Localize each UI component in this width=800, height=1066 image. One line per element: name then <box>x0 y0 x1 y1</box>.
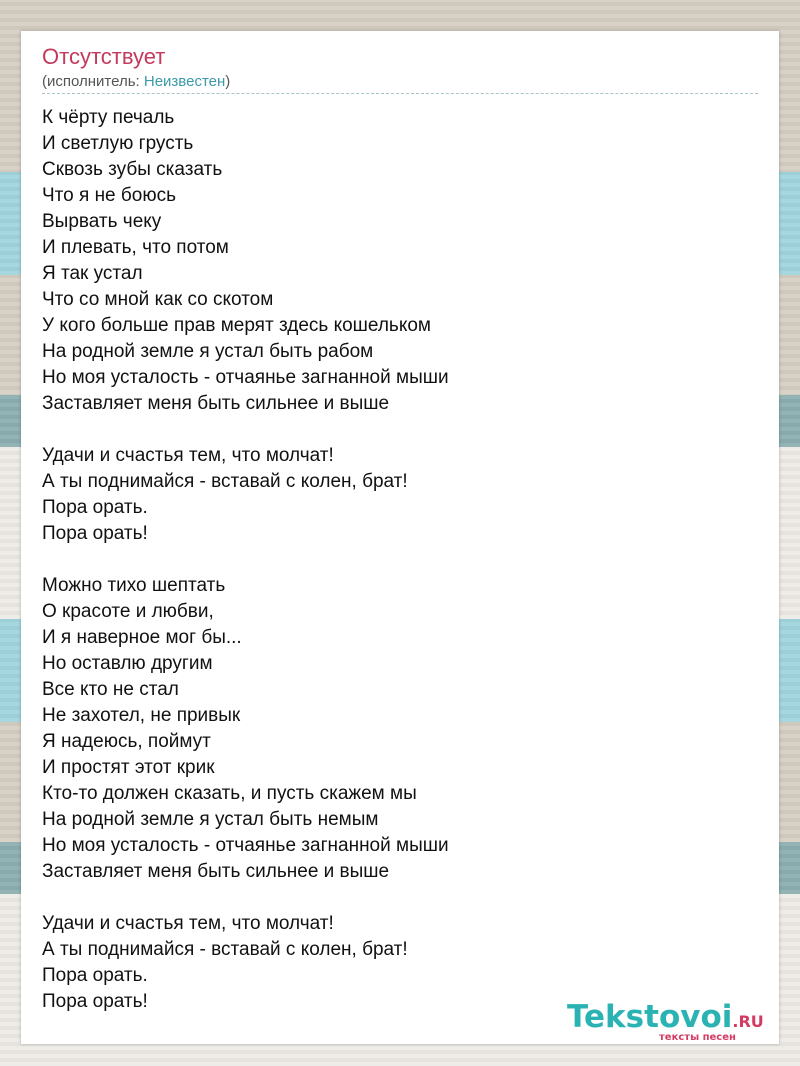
artist-line <box>42 72 230 92</box>
lyrics-card <box>21 31 779 1044</box>
lyrics-blank-line <box>42 547 742 573</box>
site-logo[interactable] <box>567 999 777 1047</box>
lyrics-line: Но моя усталость - отчаянье загнанной мыши <box>42 367 449 388</box>
lyrics-line: Но оставлю другим <box>42 653 213 674</box>
lyrics-line: Сквозь зубы сказать <box>42 159 223 180</box>
lyrics-line: Пора орать. <box>42 965 148 986</box>
lyrics-line: Все кто не стал <box>42 679 179 700</box>
lyrics-line: Я надеюсь, поймут <box>42 731 211 752</box>
lyrics-line: О красоте и любви, <box>42 601 214 622</box>
lyrics-line: На родной земле я устал быть немым <box>42 809 379 830</box>
lyrics-line: Но моя усталость - отчаянье загнанной мыши <box>42 835 449 856</box>
lyrics-line: Можно тихо шептать <box>42 575 226 596</box>
lyrics-line: А ты поднимайся - вставай с колен, брат! <box>42 471 408 492</box>
lyrics-line: Что со мной как со скотом <box>42 289 274 310</box>
lyrics-text <box>42 105 742 1015</box>
logo-tld: .RU <box>732 1012 764 1031</box>
lyrics-line: И светлую грусть <box>42 133 194 154</box>
lyrics-line: Пора орать. <box>42 497 148 518</box>
logo-subtitle: тексты песен <box>659 1032 736 1043</box>
lyrics-blank-line <box>42 417 742 443</box>
lyrics-line: А ты поднимайся - вставай с колен, брат! <box>42 939 408 960</box>
lyrics-line: К чёрту печаль <box>42 107 175 128</box>
artist-prefix: (исполнитель: <box>42 73 144 90</box>
lyrics-blank-line <box>42 885 742 911</box>
lyrics-line: Удачи и счастья тем, что молчат! <box>42 445 334 466</box>
lyrics-line: Я так устал <box>42 263 143 284</box>
lyrics-line: Пора орать! <box>42 523 148 544</box>
lyrics-line: Вырвать чеку <box>42 211 162 232</box>
lyrics-line: У кого больше прав мерят здесь кошельком <box>42 315 431 336</box>
title-divider <box>42 93 758 94</box>
lyrics-line: Удачи и счастья тем, что молчат! <box>42 913 334 934</box>
lyrics-line: Заставляет меня быть сильнее и выше <box>42 861 390 882</box>
artist-suffix: ) <box>225 73 231 90</box>
logo-main-text: Tekstovoi <box>567 999 733 1035</box>
lyrics-line: На родной земле я устал быть рабом <box>42 341 374 362</box>
artist-link[interactable]: Неизвестен <box>143 73 226 90</box>
lyrics-line: И я наверное мог бы... <box>42 627 242 648</box>
lyrics-line: И простят этот крик <box>42 757 215 778</box>
lyrics-line: Заставляет меня быть сильнее и выше <box>42 393 390 414</box>
lyrics-line: Что я не боюсь <box>42 185 177 206</box>
lyrics-line: И плевать, что потом <box>42 237 229 258</box>
song-title: Отсутствует <box>42 44 166 69</box>
lyrics-line: Кто-то должен сказать, и пусть скажем мы <box>42 783 417 804</box>
lyrics-line: Пора орать! <box>42 991 148 1012</box>
lyrics-line: Не захотел, не привык <box>42 705 241 726</box>
